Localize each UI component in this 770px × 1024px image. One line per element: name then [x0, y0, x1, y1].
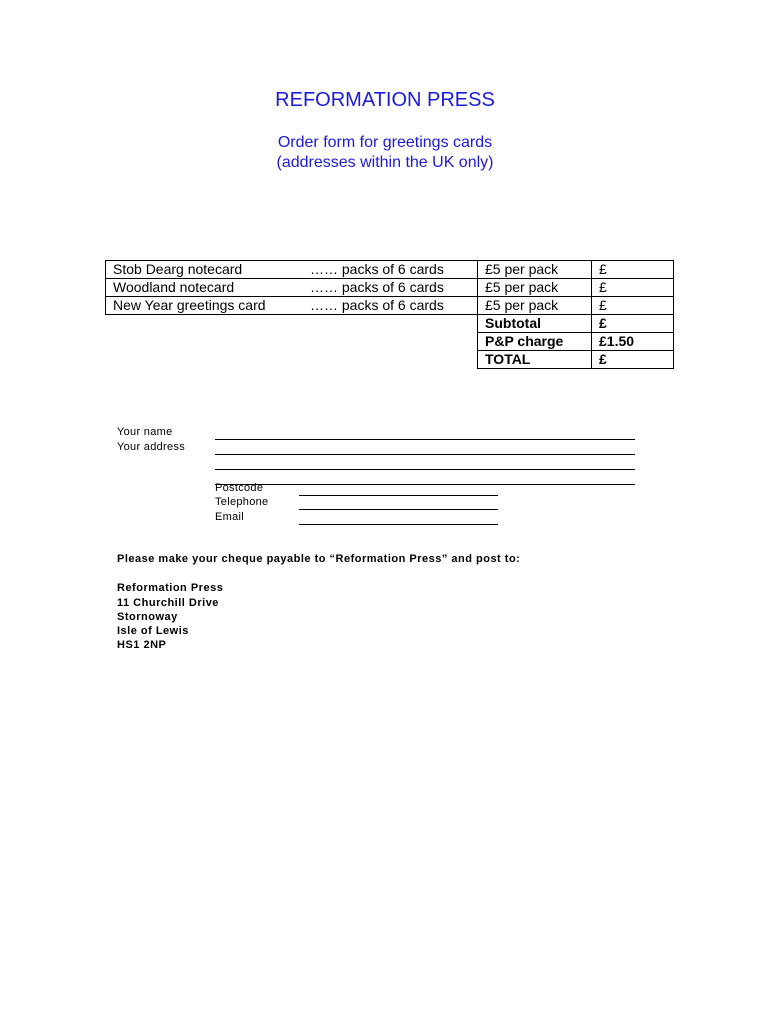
address-line: Reformation Press — [117, 582, 224, 594]
telephone-label: Telephone — [215, 496, 269, 508]
subtotal-label: Subtotal — [478, 315, 592, 333]
subtitle-line-2: (addresses within the UK only) — [276, 154, 494, 171]
item-price: £5 per pack — [478, 261, 592, 279]
postcode-field[interactable] — [299, 483, 498, 496]
table-row — [106, 279, 674, 297]
total-value[interactable]: £ — [592, 351, 674, 369]
address-field-line-2[interactable] — [215, 457, 635, 470]
pp-charge-label: P&P charge — [478, 333, 592, 351]
summary-row-total — [106, 351, 674, 369]
table-row — [106, 297, 674, 315]
email-label: Email — [215, 511, 245, 523]
item-price: £5 per pack — [478, 297, 592, 315]
address-label: Your address — [117, 441, 186, 453]
item-price: £5 per pack — [478, 279, 592, 297]
item-name: New Year greetings card — [106, 297, 304, 315]
item-amount[interactable]: £ — [592, 297, 674, 315]
address-line: 11 Churchill Drive — [117, 597, 219, 609]
address-line: Stornoway — [117, 611, 178, 623]
item-quantity[interactable]: …… packs of 6 cards — [303, 279, 478, 297]
address-line: Isle of Lewis — [117, 625, 189, 637]
item-name: Woodland notecard — [106, 279, 304, 297]
postcode-label: Postcode — [215, 482, 264, 494]
item-name: Stob Dearg notecard — [106, 261, 304, 279]
summary-row-pp — [106, 333, 674, 351]
name-field[interactable] — [215, 427, 635, 440]
item-quantity[interactable]: …… packs of 6 cards — [303, 261, 478, 279]
item-amount[interactable]: £ — [592, 261, 674, 279]
subtitle-line-1: Order form for greetings cards — [277, 134, 493, 151]
pp-charge-value: £1.50 — [592, 333, 674, 351]
page-title: REFORMATION PRESS — [275, 89, 495, 111]
address-field-line-1[interactable] — [215, 442, 635, 455]
email-field[interactable] — [299, 512, 498, 525]
table-row — [106, 261, 674, 279]
order-table — [105, 260, 674, 369]
summary-row-subtotal — [106, 315, 674, 333]
total-label: TOTAL — [478, 351, 592, 369]
item-quantity[interactable]: …… packs of 6 cards — [303, 297, 478, 315]
address-line: HS1 2NP — [117, 639, 167, 651]
item-amount[interactable]: £ — [592, 279, 674, 297]
name-label: Your name — [117, 426, 173, 438]
telephone-field[interactable] — [299, 497, 498, 510]
cheque-instructions: Please make your cheque payable to “Reformation Press” and post to: — [117, 553, 521, 565]
subtotal-value[interactable]: £ — [592, 315, 674, 333]
